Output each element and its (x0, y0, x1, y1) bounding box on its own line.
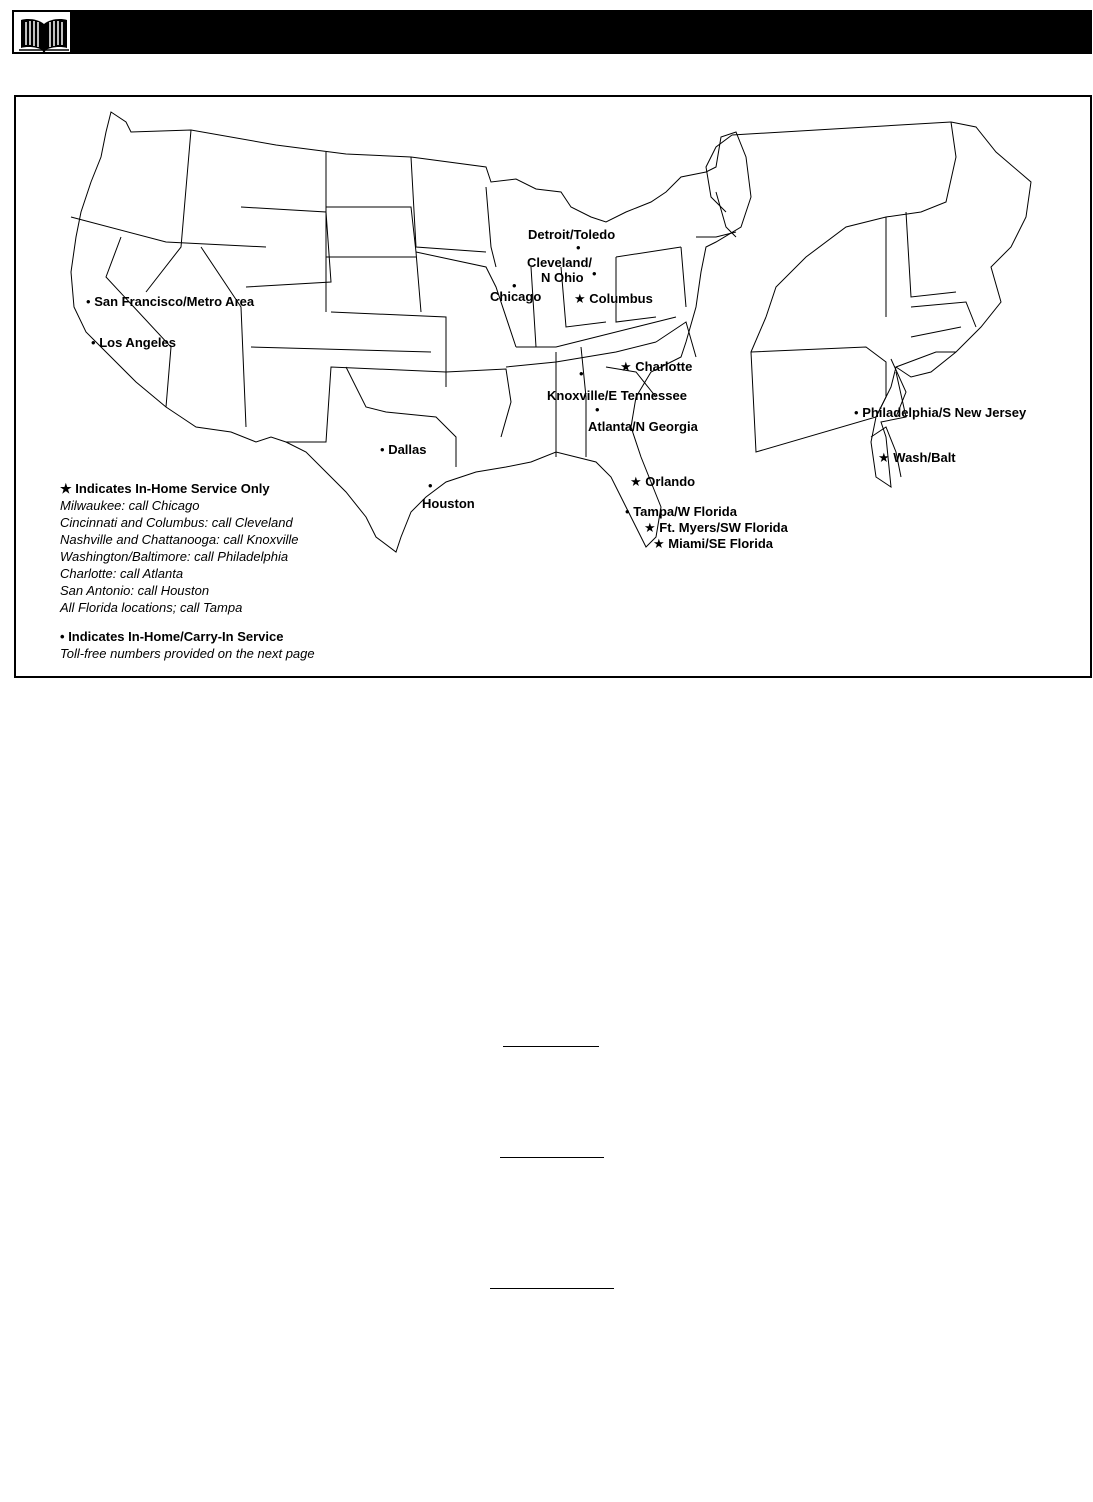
legend-note: Charlotte: call Atlanta (60, 566, 184, 581)
map-legend (60, 480, 315, 662)
city-houston: Houston (422, 496, 475, 511)
city-charlotte: ★ Charlotte (620, 359, 693, 374)
city-tampa: • Tampa/W Florida (625, 504, 737, 519)
knoxville-dot: • (579, 366, 584, 381)
city-philadelphia: • Philadelphia/S New Jersey (854, 405, 1027, 420)
legend-note: All Florida locations; call Tampa (60, 600, 243, 615)
chicago-dot: • (512, 278, 517, 293)
city-san-francisco: • San Francisco/Metro Area (86, 294, 255, 309)
legend-footer: Toll-free numbers provided on the next page (60, 646, 315, 661)
city-columbus: ★ Columbus (574, 291, 653, 306)
legend-star-heading: ★ Indicates In-Home Service Only (60, 481, 270, 496)
cleveland-dot: • (592, 266, 597, 281)
divider-rule (503, 1046, 599, 1047)
legend-note: Milwaukee: call Chicago (60, 498, 200, 513)
city-cleveland-2: N Ohio (541, 270, 584, 285)
legend-note: Washington/Baltimore: call Philadelphia (60, 549, 289, 564)
legend-note: Nashville and Chattanooga: call Knoxville (60, 532, 299, 547)
detroit-dot: • (576, 240, 581, 255)
city-knoxville: Knoxville/E Tennessee (547, 388, 687, 403)
city-wash-balt: ★ Wash/Balt (878, 450, 956, 465)
city-atlanta: Atlanta/N Georgia (588, 419, 698, 434)
legend-note: Cincinnati and Columbus: call Cleveland (60, 515, 293, 530)
open-book-icon (12, 10, 72, 54)
divider-rule (500, 1157, 604, 1158)
city-cleveland: Cleveland/ (527, 255, 593, 270)
divider-rule (490, 1288, 614, 1289)
atlanta-dot: • (595, 402, 600, 417)
city-dallas: • Dallas (380, 442, 427, 457)
city-detroit: Detroit/Toledo (528, 227, 616, 242)
service-map (14, 95, 1092, 678)
city-miami: ★ Miami/SE Florida (653, 536, 774, 551)
legend-dot-heading: • Indicates In-Home/Carry-In Service (60, 629, 284, 644)
houston-dot: • (428, 478, 433, 493)
header-bar (12, 10, 1092, 54)
legend-note: San Antonio: call Houston (60, 583, 210, 598)
city-chicago: Chicago (490, 289, 542, 304)
city-ft-myers: ★ Ft. Myers/SW Florida (644, 520, 788, 535)
city-los-angeles: • Los Angeles (91, 335, 177, 350)
city-orlando: ★ Orlando (630, 474, 696, 489)
